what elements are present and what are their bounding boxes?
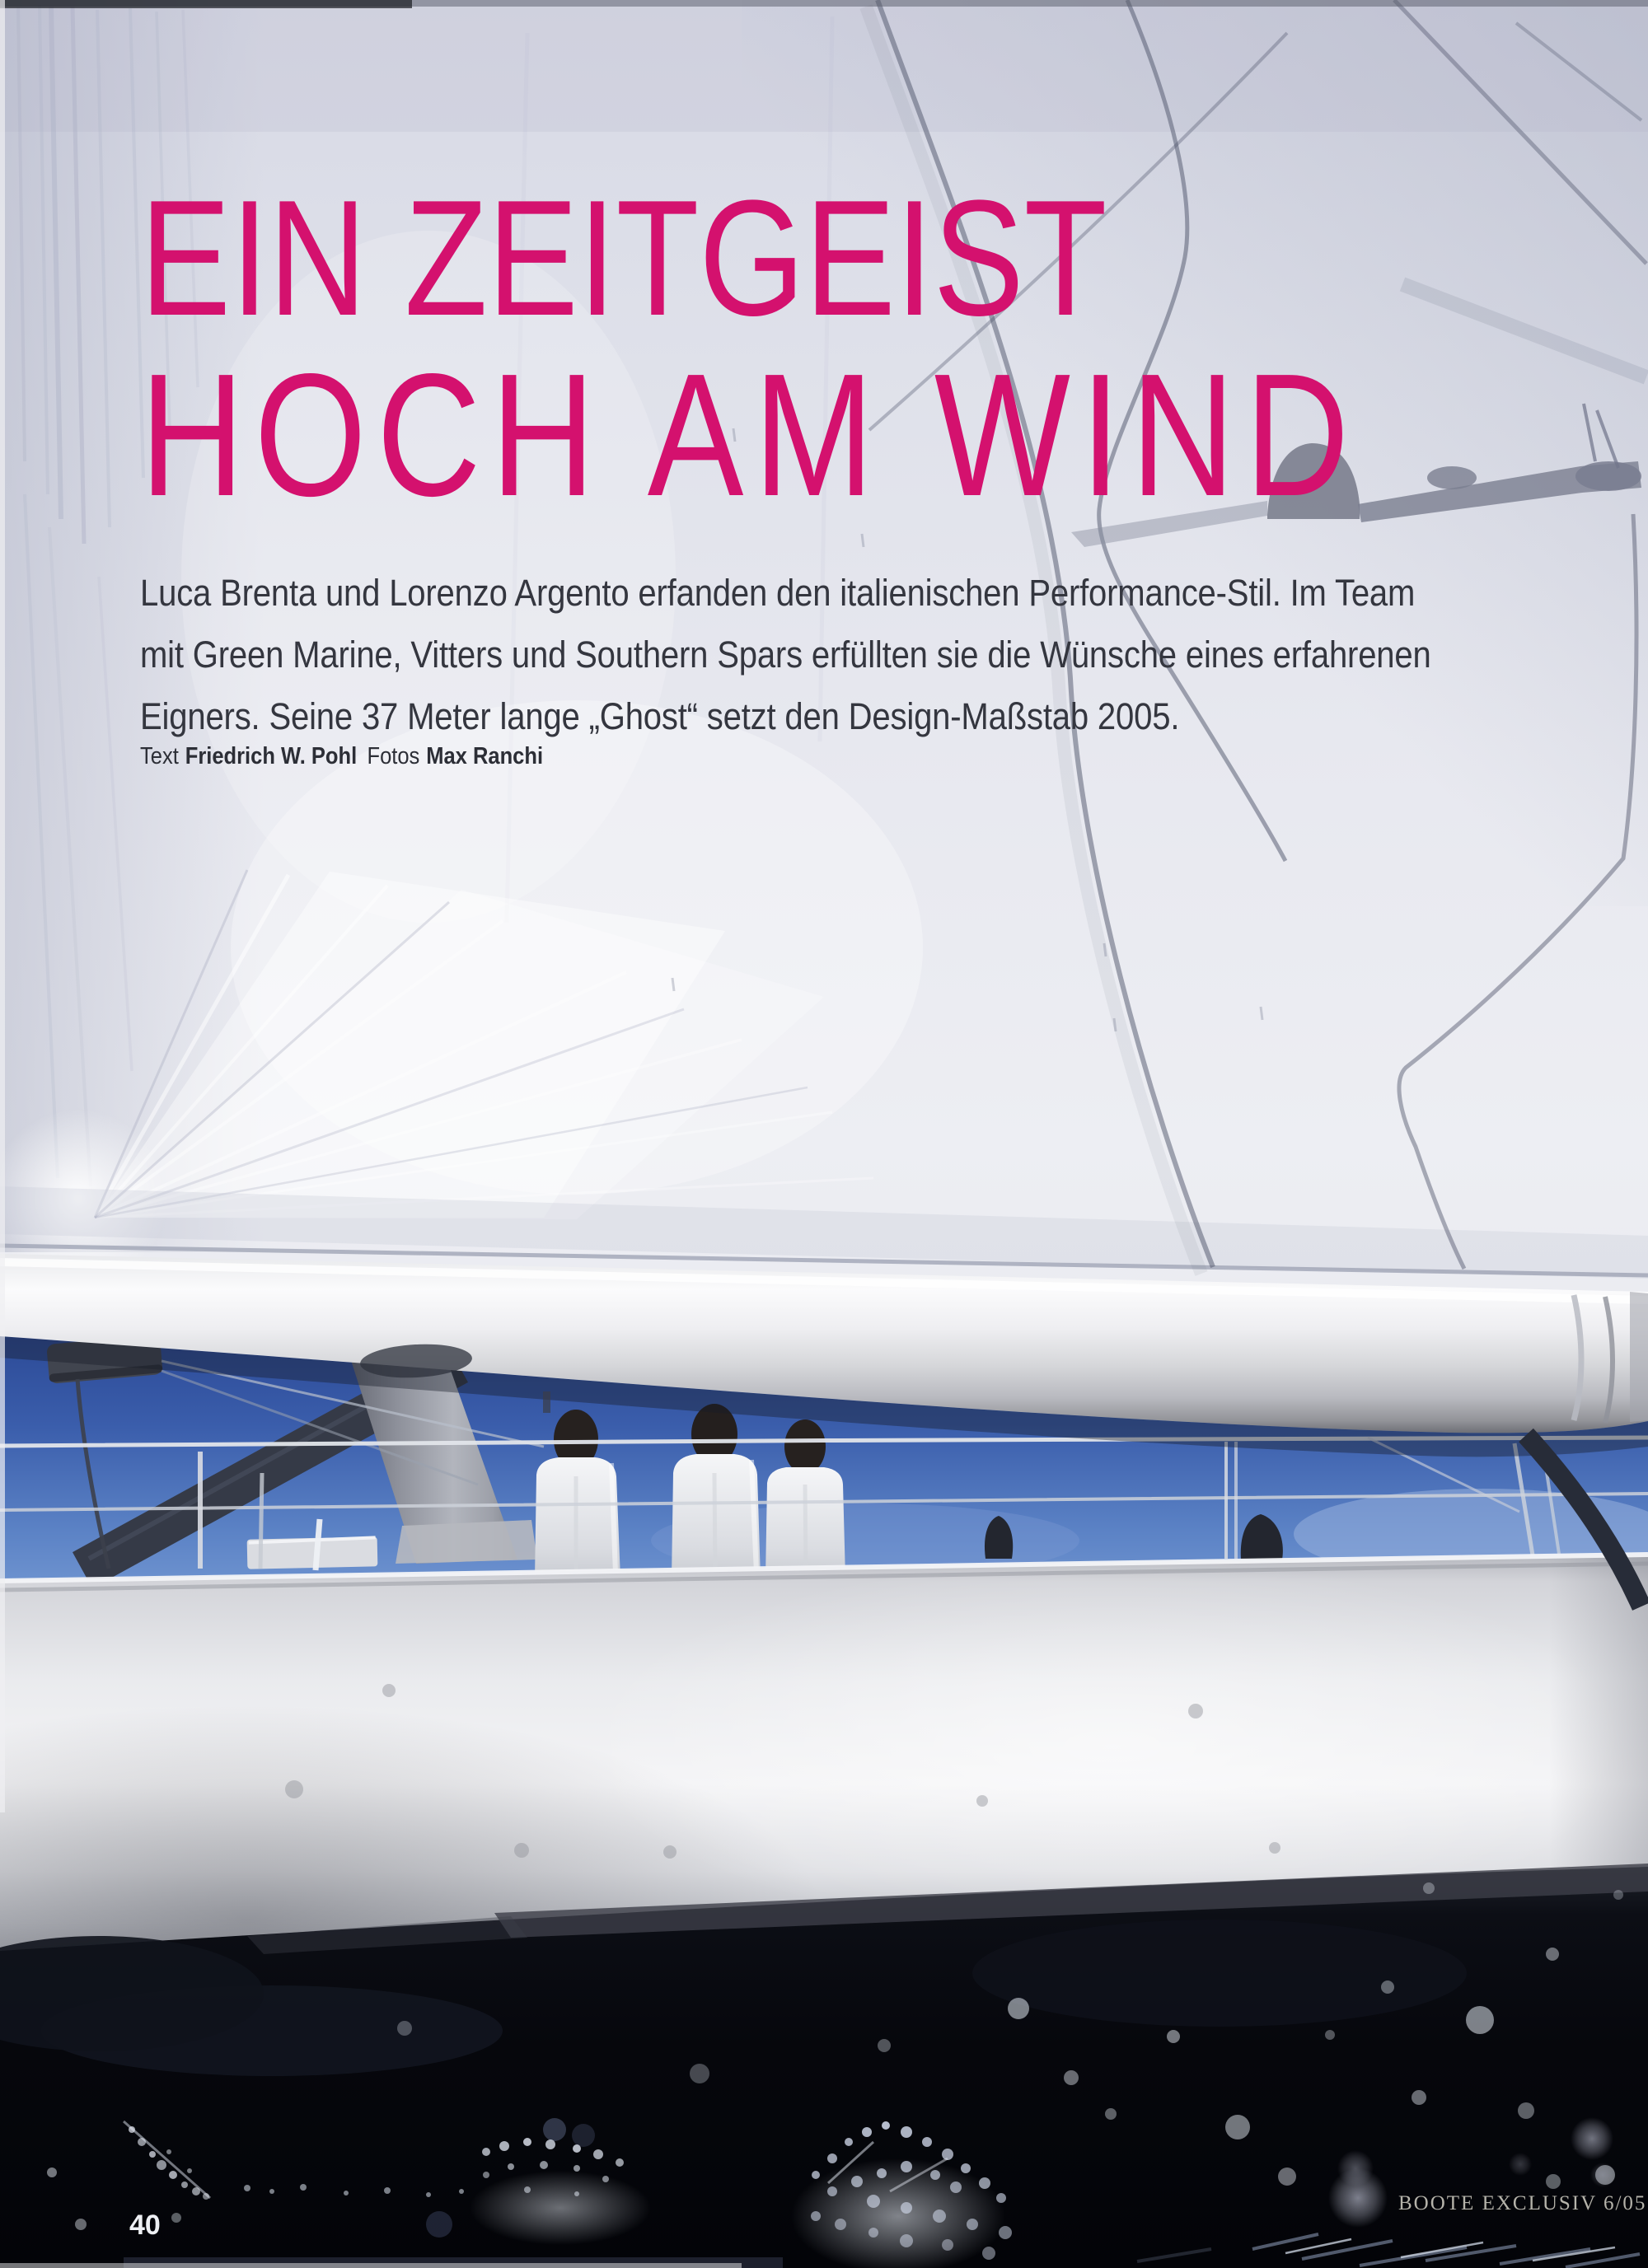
article-standfirst xyxy=(140,562,1431,747)
byline-photos-author: Max Ranchi xyxy=(426,743,544,769)
standfirst-line: mit Green Marine, Vitters und Southern Spars erfüllten sie die Wünsche eines erfahrenen xyxy=(140,634,1431,676)
article-headline-line2: HOCH AM WIND xyxy=(140,337,1360,532)
page-number: 40 xyxy=(129,2210,161,2241)
issue-credit: BOOTE EXCLUSIV 6/05 xyxy=(1398,2192,1647,2214)
article-headline-line1: EIN ZEITGEIST xyxy=(140,166,1107,350)
article-byline xyxy=(140,743,553,770)
byline-photos-label: Fotos xyxy=(367,743,420,769)
standfirst-line: Eigners. Seine 37 Meter lange „Ghost“ setzt den Design-Maßstab 2005. xyxy=(140,695,1180,737)
standfirst-line: Luca Brenta und Lorenzo Argento erfanden den italienischen Performance-Stil. Im Team xyxy=(140,572,1416,614)
byline-text-author: Friedrich W. Pohl xyxy=(185,743,358,769)
byline-text-label: Text xyxy=(140,743,179,769)
